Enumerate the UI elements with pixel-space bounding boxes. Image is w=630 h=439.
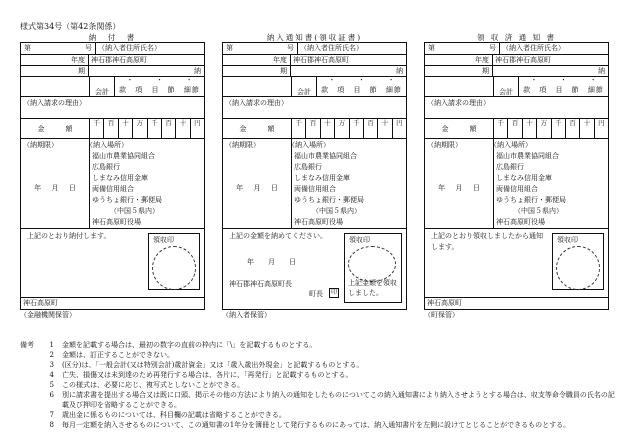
no-unit: 号 bbox=[85, 44, 92, 52]
account-item: 目 bbox=[555, 86, 564, 94]
form-box bbox=[20, 42, 205, 310]
period-label: 期 bbox=[425, 66, 493, 76]
account-item: 項 bbox=[135, 86, 144, 94]
footer-text: 神石高原町 bbox=[23, 299, 58, 307]
account-item: 款 bbox=[523, 86, 532, 94]
period-row bbox=[425, 66, 608, 77]
place-item: しまなみ信用金庫 bbox=[294, 174, 350, 182]
reason-row bbox=[21, 97, 204, 119]
deadline-label: （納期限） bbox=[427, 141, 462, 149]
column-title: 納入通知書(領収証書) bbox=[266, 33, 363, 42]
total-label: 会計 bbox=[292, 77, 317, 96]
period-row bbox=[21, 66, 204, 77]
date-part: 年 bbox=[34, 184, 42, 192]
payer-label: （納入者住所氏名） bbox=[98, 44, 161, 52]
statement: 上記のとおり領収しましたから通知します。 bbox=[431, 232, 543, 251]
note-text: 毎月一定額を納入させるものについて、この通知書の1年分を簿冊として発行するものにあっては、納入通知書片を左側に設けてとじることができるものとする。 bbox=[62, 421, 571, 429]
payer-label: （納入者住所氏名） bbox=[502, 44, 565, 52]
account-item: 目 bbox=[151, 86, 160, 94]
amount-label-2: 額 bbox=[469, 124, 477, 133]
receipt-stamp-box bbox=[552, 233, 604, 290]
keeper-label: （金融機関保管） bbox=[20, 311, 76, 319]
footer-row bbox=[425, 298, 608, 309]
notice-section bbox=[223, 229, 406, 309]
stamp-circle bbox=[152, 246, 196, 290]
note-number: 1 bbox=[49, 341, 54, 349]
account-item: 節 bbox=[369, 86, 378, 94]
note-number: 5 bbox=[49, 381, 54, 389]
year-label: 年度 bbox=[425, 55, 493, 65]
account-item: 細節 bbox=[385, 86, 402, 94]
statement-section bbox=[425, 229, 608, 298]
period-unit: 納 bbox=[598, 67, 605, 75]
account-item: 目 bbox=[353, 86, 362, 94]
amount-cell: 千 bbox=[349, 119, 363, 138]
account-item: 節 bbox=[167, 86, 176, 94]
place-item: 両備信用組合 bbox=[92, 185, 134, 193]
note-item bbox=[20, 360, 620, 370]
statement: 上記の金額を納めてください。 bbox=[229, 232, 327, 240]
note-text: 金額は、訂正することができない。 bbox=[62, 351, 174, 359]
deadline-label: （納期限） bbox=[225, 141, 260, 149]
period-unit: 納 bbox=[194, 67, 201, 75]
date-part: 月 bbox=[455, 184, 463, 192]
amount-cell: 百 bbox=[363, 119, 377, 138]
notes-label: 備考 bbox=[20, 341, 34, 349]
amount-cell: 千 bbox=[147, 119, 161, 138]
amount-cell: 百 bbox=[161, 119, 175, 138]
receipt-stamp-box bbox=[344, 233, 402, 303]
place-item: ゆうちょ銀行・郵便局 bbox=[496, 196, 566, 204]
receipt-note: 上記金額を領収しました。 bbox=[348, 279, 397, 297]
note-text: 別に請求書を提出する場合又は既に口頭、掲示その他の方法により納入の通知をしたものについてこの納入通知書により納入させようとする場合は、収支等命令職員の氏名の記載及び押印を省略することができる。 bbox=[62, 391, 615, 409]
place-item: 福山市農業協同組合 bbox=[92, 152, 155, 160]
form-column-3 bbox=[424, 33, 609, 320]
amount-cell: 万 bbox=[536, 119, 550, 138]
place-item: ゆうちょ銀行・郵便局 bbox=[92, 196, 162, 204]
date-part: 月 bbox=[51, 184, 59, 192]
reason-label: （納入請求の理由） bbox=[427, 99, 490, 107]
column-title: 領 収 済 通 知 書 bbox=[477, 33, 556, 42]
amount-cell: 万 bbox=[132, 119, 146, 138]
footer-text: 神石高原町 bbox=[427, 299, 462, 307]
amount-cell: 百 bbox=[565, 119, 579, 138]
deadline-place-row bbox=[425, 139, 608, 229]
place-item: 福山市農業協同組合 bbox=[496, 152, 559, 160]
period-label: 期 bbox=[223, 66, 291, 76]
separator-dot: ・ bbox=[387, 76, 395, 84]
keeper-label: （納入者保管） bbox=[222, 311, 271, 319]
note-item bbox=[20, 340, 620, 350]
no-label: 第 bbox=[226, 44, 233, 52]
place-item: 神石高原町役場 bbox=[294, 218, 343, 226]
period-row bbox=[223, 66, 406, 77]
year-row bbox=[21, 55, 204, 66]
note-text: 亡失、損傷又は未到達のため再発行する場合は、各片に、「再発行」と記載するものとする。 bbox=[62, 371, 353, 379]
place-item: 両備信用組合 bbox=[294, 185, 336, 193]
number-row bbox=[223, 43, 406, 55]
place-item: 神石高原町役場 bbox=[496, 218, 545, 226]
no-unit: 号 bbox=[287, 44, 294, 52]
amount-cell: 万 bbox=[334, 119, 348, 138]
reason-label: （納入請求の理由） bbox=[23, 99, 86, 107]
statement: 上記のとおり納付します。 bbox=[27, 232, 111, 240]
amount-row bbox=[21, 119, 204, 139]
separator-dot: ・ bbox=[185, 76, 193, 84]
date-part: 年 bbox=[236, 184, 244, 192]
payer-address: 神石郡神石高原町 bbox=[91, 56, 147, 64]
period-unit: 納 bbox=[396, 67, 403, 75]
amount-cell: 千 bbox=[551, 119, 565, 138]
account-row bbox=[21, 77, 204, 97]
amount-label-1: 金 bbox=[441, 124, 449, 133]
issuer: 神石郡神石高原町長 bbox=[229, 280, 292, 288]
amount-row bbox=[425, 119, 608, 139]
account-row bbox=[425, 77, 608, 97]
form-header: 様式第34号（第42条関係） bbox=[20, 22, 121, 31]
amount-row bbox=[223, 119, 406, 139]
note-item bbox=[20, 350, 620, 360]
notes-section bbox=[20, 340, 620, 430]
notice-date: 年 月 日 bbox=[247, 258, 296, 266]
amount-cell: 千 bbox=[89, 119, 103, 138]
year-label: 年度 bbox=[21, 55, 89, 65]
note-text: 歳出金に係るものについては、科目欄の記載は省略することができる。 bbox=[62, 411, 286, 419]
amount-label-2: 額 bbox=[267, 124, 275, 133]
amount-cell: 千 bbox=[291, 119, 305, 138]
stamp-label: 領収印 bbox=[349, 236, 370, 244]
payer-label: （納入者住所氏名） bbox=[300, 44, 363, 52]
date-part: 日 bbox=[472, 184, 480, 192]
amount-cell: 百 bbox=[103, 119, 117, 138]
amount-label-1: 金 bbox=[37, 124, 45, 133]
amount-cell: 十 bbox=[522, 119, 536, 138]
footer-row bbox=[21, 298, 204, 309]
amount-label-1: 金 bbox=[239, 124, 247, 133]
number-row bbox=[21, 43, 204, 55]
place-item: （中国５県内） bbox=[312, 207, 361, 215]
year-label: 年度 bbox=[223, 55, 291, 65]
note-text: 金額を記載する場合は、最初の数字の直前の枠内に「\」を記載するものとする。 bbox=[62, 341, 317, 349]
place-item: 広島銀行 bbox=[496, 163, 524, 171]
place-item: しまなみ信用金庫 bbox=[496, 174, 552, 182]
issuer-suffix: 町長 bbox=[309, 290, 323, 298]
keeper-label: （町保管） bbox=[424, 311, 459, 319]
account-item: 款 bbox=[321, 86, 330, 94]
reason-row bbox=[223, 97, 406, 119]
total-label: 会計 bbox=[494, 77, 519, 96]
no-label: 第 bbox=[24, 44, 31, 52]
number-row bbox=[425, 43, 608, 55]
place-item: （中国５県内） bbox=[110, 207, 159, 215]
reason-label: （納入請求の理由） bbox=[225, 99, 288, 107]
place-item: 福山市農業協同組合 bbox=[294, 152, 357, 160]
amount-cell: 円 bbox=[392, 119, 406, 138]
note-text: (区分)は、「一般会計(又は特別会計)歳計資金」又は「歳入歳出外現金」と記載するものとする。 bbox=[62, 361, 364, 369]
place-item: しまなみ信用金庫 bbox=[92, 174, 148, 182]
seal-mark: 印 bbox=[330, 289, 337, 296]
amount-cell: 百 bbox=[507, 119, 521, 138]
account-item: 細節 bbox=[587, 86, 604, 94]
note-number: 4 bbox=[49, 371, 54, 379]
amount-label-2: 額 bbox=[65, 124, 73, 133]
year-row bbox=[223, 55, 406, 66]
total-label: 会計 bbox=[90, 77, 115, 96]
separator-dot: ・ bbox=[328, 76, 336, 84]
no-unit: 号 bbox=[489, 44, 496, 52]
account-item: 款 bbox=[119, 86, 128, 94]
note-number: 2 bbox=[49, 351, 54, 359]
payer-address: 神石郡神石高原町 bbox=[293, 56, 349, 64]
account-item: 節 bbox=[571, 86, 580, 94]
place-label: （納入場所） bbox=[288, 141, 330, 149]
amount-cell: 十 bbox=[118, 119, 132, 138]
stamp-label: 領収印 bbox=[557, 236, 578, 244]
form-box bbox=[424, 42, 609, 310]
place-item: 神石高原町役場 bbox=[92, 218, 141, 226]
statement-section bbox=[21, 229, 204, 298]
form-column-2 bbox=[222, 33, 407, 320]
place-item: 両備信用組合 bbox=[496, 185, 538, 193]
note-item bbox=[20, 380, 620, 390]
year-row bbox=[425, 55, 608, 66]
note-number: 7 bbox=[49, 411, 54, 419]
place-item: （中国５県内） bbox=[514, 207, 563, 215]
place-item: 広島銀行 bbox=[92, 163, 120, 171]
separator-dot: ・ bbox=[589, 76, 597, 84]
note-number: 8 bbox=[49, 421, 54, 429]
note-text: この様式は、必要に応じ、複写式としないことができる。 bbox=[62, 381, 244, 389]
account-item: 項 bbox=[539, 86, 548, 94]
amount-cell: 十 bbox=[377, 119, 391, 138]
stamp-label: 領収印 bbox=[153, 236, 174, 244]
amount-cell: 十 bbox=[320, 119, 334, 138]
date-part: 年 bbox=[438, 184, 446, 192]
separator-dot: ・ bbox=[357, 76, 365, 84]
note-number: 6 bbox=[49, 391, 54, 399]
account-item: 項 bbox=[337, 86, 346, 94]
place-label: （納入場所） bbox=[490, 141, 532, 149]
note-item bbox=[20, 410, 620, 420]
note-number: 3 bbox=[49, 361, 54, 369]
place-item: ゆうちょ銀行・郵便局 bbox=[294, 196, 364, 204]
separator-dot: ・ bbox=[559, 76, 567, 84]
amount-cell: 千 bbox=[493, 119, 507, 138]
note-item bbox=[20, 420, 620, 430]
place-label: （納入場所） bbox=[86, 141, 128, 149]
no-label: 第 bbox=[428, 44, 435, 52]
period-label: 期 bbox=[21, 66, 89, 76]
separator-dot: ・ bbox=[530, 76, 538, 84]
reason-row bbox=[425, 97, 608, 119]
amount-cell: 百 bbox=[305, 119, 319, 138]
note-item bbox=[20, 390, 620, 410]
receipt-stamp-box bbox=[148, 233, 200, 290]
column-title: 納 付 書 bbox=[88, 33, 137, 42]
deadline-label: （納期限） bbox=[23, 141, 58, 149]
date-part: 日 bbox=[270, 184, 278, 192]
amount-cell: 十 bbox=[175, 119, 189, 138]
form-box bbox=[222, 42, 407, 310]
amount-cell: 十 bbox=[579, 119, 593, 138]
deadline-place-row bbox=[223, 139, 406, 229]
account-item: 細節 bbox=[183, 86, 200, 94]
place-item: 広島銀行 bbox=[294, 163, 322, 171]
form-column-1 bbox=[20, 33, 205, 320]
amount-cell: 円 bbox=[594, 119, 608, 138]
date-part: 月 bbox=[253, 184, 261, 192]
separator-dot: ・ bbox=[126, 76, 134, 84]
stamp-circle bbox=[556, 246, 600, 290]
deadline-place-row bbox=[21, 139, 204, 229]
date-part: 日 bbox=[68, 184, 76, 192]
account-row bbox=[223, 77, 406, 97]
amount-cell: 円 bbox=[190, 119, 204, 138]
payer-address: 神石郡神石高原町 bbox=[495, 56, 551, 64]
note-item bbox=[20, 370, 620, 380]
separator-dot: ・ bbox=[155, 76, 163, 84]
stamp-circle bbox=[348, 246, 396, 282]
